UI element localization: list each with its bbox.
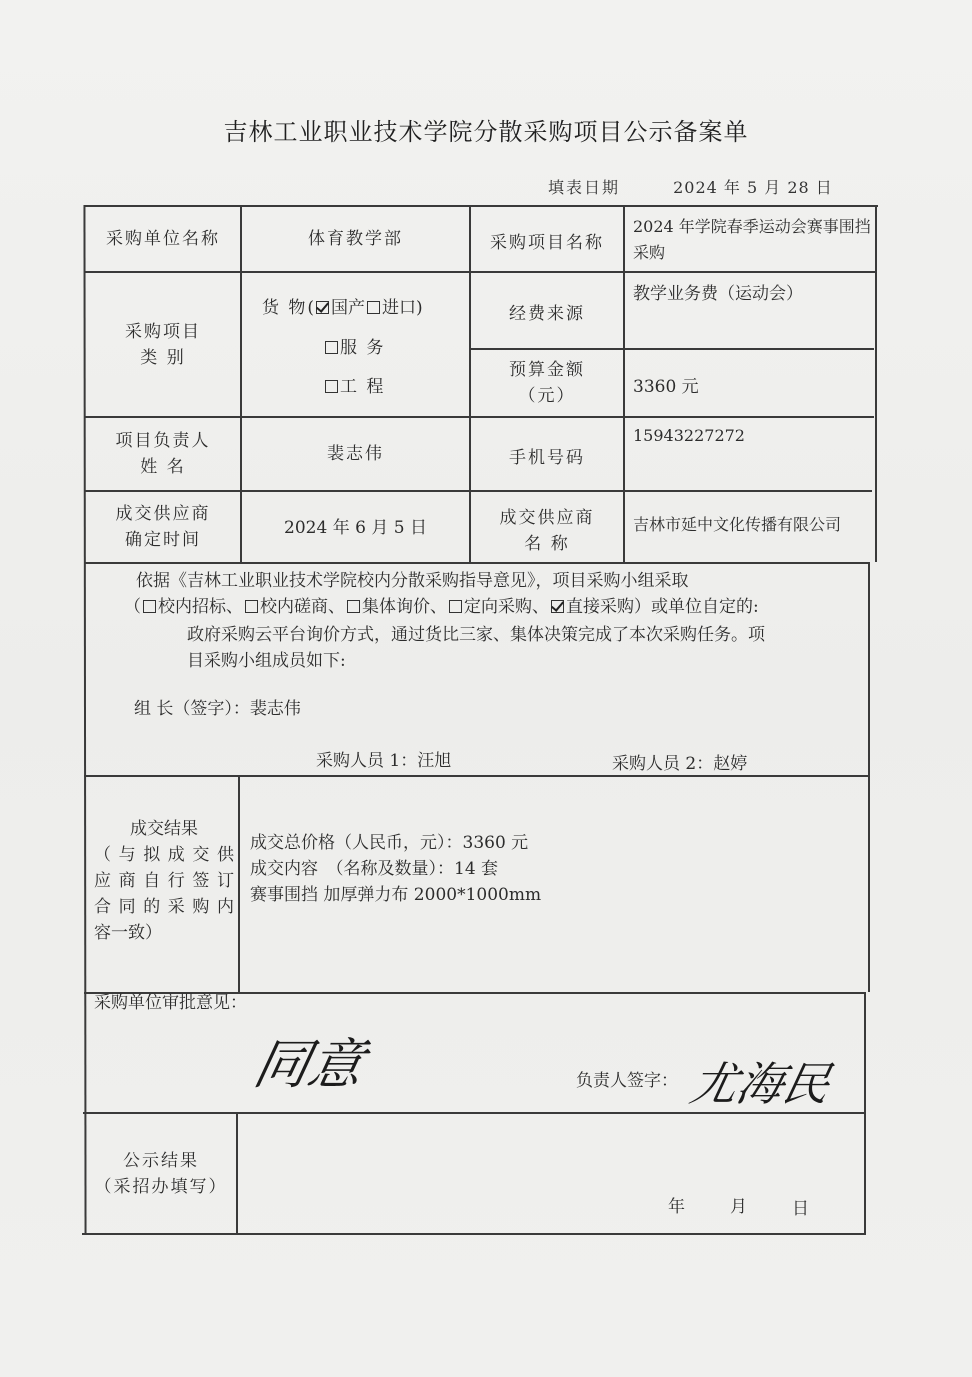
supplier-time-label-line2: 确定时间 xyxy=(125,530,201,550)
supplier-name-value: 吉林市延中文化传播有限公司 xyxy=(633,515,842,534)
table-border-right xyxy=(875,205,877,562)
supplier-time-label xyxy=(86,492,240,562)
column-divider xyxy=(623,205,625,562)
budget-label-line2: （元） xyxy=(518,386,576,406)
result-total-price: 成交总价格（人民币，元）：3360 元 xyxy=(250,833,529,853)
supplier-name-label-line1: 成交供应商 xyxy=(499,508,595,528)
approval-label: 采购单位审批意见： xyxy=(94,993,247,1013)
supplier-time-label-line1: 成交供应商 xyxy=(115,504,211,524)
publicity-label-line2: （采招办填写） xyxy=(94,1176,228,1197)
table-border-right xyxy=(868,562,870,992)
checkbox-icon xyxy=(325,380,338,393)
column-divider xyxy=(238,775,240,992)
basis-line4: 目采购小组成员如下: xyxy=(187,651,346,671)
table-border-right xyxy=(864,992,866,1235)
checkbox-checked-icon xyxy=(551,600,564,613)
funding-value: 教学业务费（运动会） xyxy=(633,284,803,304)
procurement-method-label: 直接采购 xyxy=(566,597,634,617)
service-label: 服 务 xyxy=(340,338,386,358)
publicity-date-day: 日 xyxy=(792,1199,809,1219)
table-border-bottom xyxy=(82,1233,864,1235)
category-label-line1: 采购项目 xyxy=(125,321,201,342)
project-name-value: 2024 年学院春季运动会赛事围挡采购 xyxy=(633,217,871,262)
project-name-label: 采购项目名称 xyxy=(490,233,604,253)
procurement-method-label: 定向采购 xyxy=(464,597,532,617)
result-label-line2: （与拟成交供 xyxy=(94,845,234,865)
signer-label: 负责人签字： xyxy=(576,1071,678,1091)
category-label xyxy=(86,273,240,416)
service-option xyxy=(323,335,385,361)
result-label-line4: 合同的采购内 xyxy=(94,897,234,917)
goods-label: 货 物 xyxy=(262,298,308,318)
goods-domestic-label: 国产 xyxy=(331,298,366,318)
result-label-line1: 成交结果 xyxy=(130,819,198,839)
basis-methods-line: （ 校内招标、 校内磋商、 集体询价、 定向采购、 直接采购）或单位自定的: xyxy=(124,597,759,617)
procurement-method-label: 校内磋商 xyxy=(260,597,328,617)
procurement-method-label: 校内招标 xyxy=(158,597,226,617)
budget-label xyxy=(471,350,623,416)
unit-value: 体育教学部 xyxy=(308,229,403,249)
result-content: 成交内容 （名称及数量）：14 套 xyxy=(250,859,499,879)
phone-label: 手机号码 xyxy=(509,448,585,468)
checkbox-checked-icon xyxy=(316,301,329,314)
checkbox-icon xyxy=(245,600,258,613)
manager-label xyxy=(86,418,240,490)
engineering-option xyxy=(323,374,385,400)
funding-label: 经费来源 xyxy=(509,304,585,324)
budget-label-line1: 预算金额 xyxy=(509,360,585,380)
basis-line3: 政府采购云平台询价方式，通过货比三家、集体决策完成了本次采购任务。项 xyxy=(187,625,765,645)
buyer-1: 采购人员 1：汪旭 xyxy=(316,751,452,771)
checkbox-icon xyxy=(347,600,360,613)
publicity-date-year: 年 xyxy=(668,1197,685,1217)
result-label-line5: 容一致） xyxy=(94,923,162,943)
fill-date xyxy=(548,175,833,198)
supplier-name-label-line2: 名 称 xyxy=(524,534,570,554)
row-divider xyxy=(84,775,868,777)
column-divider xyxy=(236,1112,238,1235)
procurement-methods: 校内招标、 校内磋商、 集体询价、 定向采购、 直接采购 xyxy=(141,597,634,617)
fill-date-label: 填表日期 xyxy=(548,178,621,197)
manager-value: 裴志伟 xyxy=(327,444,384,464)
goods-option: 货 物( 国产 进口) xyxy=(262,298,423,318)
category-label-line2: 类 别 xyxy=(140,347,186,368)
signer-signature: 尤海民 xyxy=(685,1057,836,1111)
basis-line2-tail: 或单位自定的: xyxy=(651,597,759,617)
approval-opinion-signature: 同意 xyxy=(248,1033,370,1096)
basis-line1: 依据《吉林工业职业技术学院校内分散采购指导意见》，项目采购小组采取 xyxy=(136,571,689,591)
group-leader: 组 长（签字）：裴志伟 xyxy=(134,699,301,719)
checkbox-icon xyxy=(325,341,338,354)
buyer-2: 采购人员 2：赵婷 xyxy=(612,754,748,774)
supplier-name-label xyxy=(471,498,623,564)
manager-label-line1: 项目负责人 xyxy=(115,431,211,451)
document-title: 吉林工业职业技术学院分散采购项目公示备案单 xyxy=(223,118,749,146)
goods-import-label: 进口 xyxy=(382,298,417,318)
result-item: 赛事围挡 加厚弹力布 2000*1000mm xyxy=(250,885,542,905)
result-label-line3: 应商自行签订 xyxy=(94,871,234,891)
publicity-date-month: 月 xyxy=(730,1197,747,1217)
procurement-method-label: 集体询价 xyxy=(362,597,430,617)
budget-value: 3360 元 xyxy=(633,377,699,397)
unit-label: 采购单位名称 xyxy=(106,229,220,249)
result-label xyxy=(94,816,234,946)
checkbox-icon xyxy=(449,600,462,613)
fill-date-value: 2024 年 5 月 28 日 xyxy=(673,178,833,197)
phone-value: 15943227272 xyxy=(633,426,745,445)
manager-label-line2: 姓 名 xyxy=(140,457,186,477)
publicity-label-line1: 公示结果 xyxy=(123,1150,199,1171)
engineering-label: 工 程 xyxy=(340,377,386,397)
supplier-time-value: 2024 年 6 月 5 日 xyxy=(284,518,427,538)
checkbox-icon xyxy=(143,600,156,613)
publicity-label xyxy=(86,1114,236,1233)
checkbox-icon xyxy=(367,301,380,314)
